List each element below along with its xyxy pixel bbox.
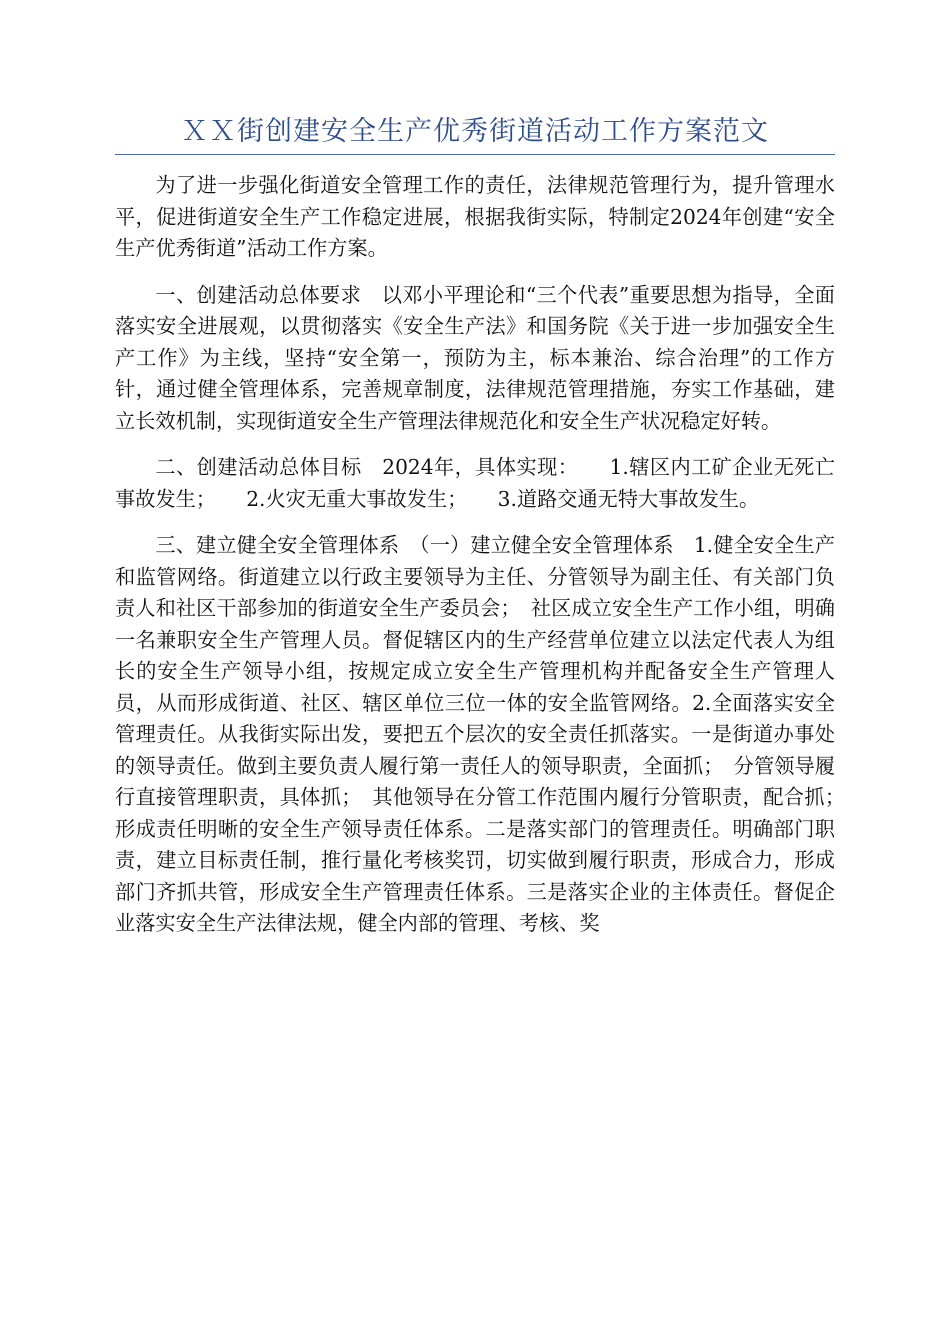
paragraph-management-system: 三、建立健全安全管理体系 （一）建立健全安全管理体系 1.健全安全生产和监管网络。街道建立以行政主要领导为主任、分管领导为副主任、有关部门负责人和社区干部参加的街道安全生产委员会； 社区成立安全生产工作小组，明确一名兼职安全生产管理人员。督促辖区内的生产经营单位建立以法定代表人为组长的安全生产领导小组，按规定成立安全生产管理机构并配备安全生产管理人员，从而形成街道、社区、辖区单位三位一体的安全监管网络。2.全面落实安全管理责任。从我街实际出发，要把五个层次的安全责任抓落实。一是街道办事处的领导责任。做到主要负责人履行第一责任人的领导职责，全面抓； 分管领导履行直接管理职责，具体抓； 其他领导在分管工作范围内履行分管职责，配合抓； 形成责任明晰的安全生产领导责任体系。二是落实部门的管理责任。明确部门职责，建立目标责任制，推行量化考核奖罚，切实做到履行职责，形成合力，形成部门齐抓共管，形成安全生产管理责任体系。三是落实企业的主体责任。督促企业落实安全生产法律法规，健全内部的管理、考核、奖 xyxy=(115,533,856,935)
paragraph-intro: 为了进一步强化街道安全管理工作的责任，法律规范管理行为，提升管理水平，促进街道安全生产工作稳定进展，根据我街实际，特制定2024年创建“安全生产优秀街道”活动工作方案。 xyxy=(115,173,835,260)
document-body xyxy=(115,170,856,955)
paragraph-requirements: 一、创建活动总体要求 以邓小平理论和“三个代表”重要思想为指导，全面落实安全进展观，以贯彻落实《安全生产法》和国务院《关于进一步加强安全生产工作》为主线，坚持“安全第一，预防为主，标本兼治、综合治理”的工作方针，通过健全管理体系，完善规章制度，法律规范管理措施，夯实工作基础，建立长效机制，实现街道安全生产管理法律规范化和安全生产状况稳定好转。 xyxy=(115,282,835,433)
document-title: ＸＸ街创建安全生产优秀街道活动工作方案范文 xyxy=(181,116,769,147)
title-underline xyxy=(115,154,835,155)
paragraph-goals: 二、创建活动总体目标 2024年，具体实现： 1.辖区内工矿企业无死亡事故发生； 2.火灾无重大事故发生； 3.道路交通无特大事故发生。 xyxy=(115,455,835,511)
